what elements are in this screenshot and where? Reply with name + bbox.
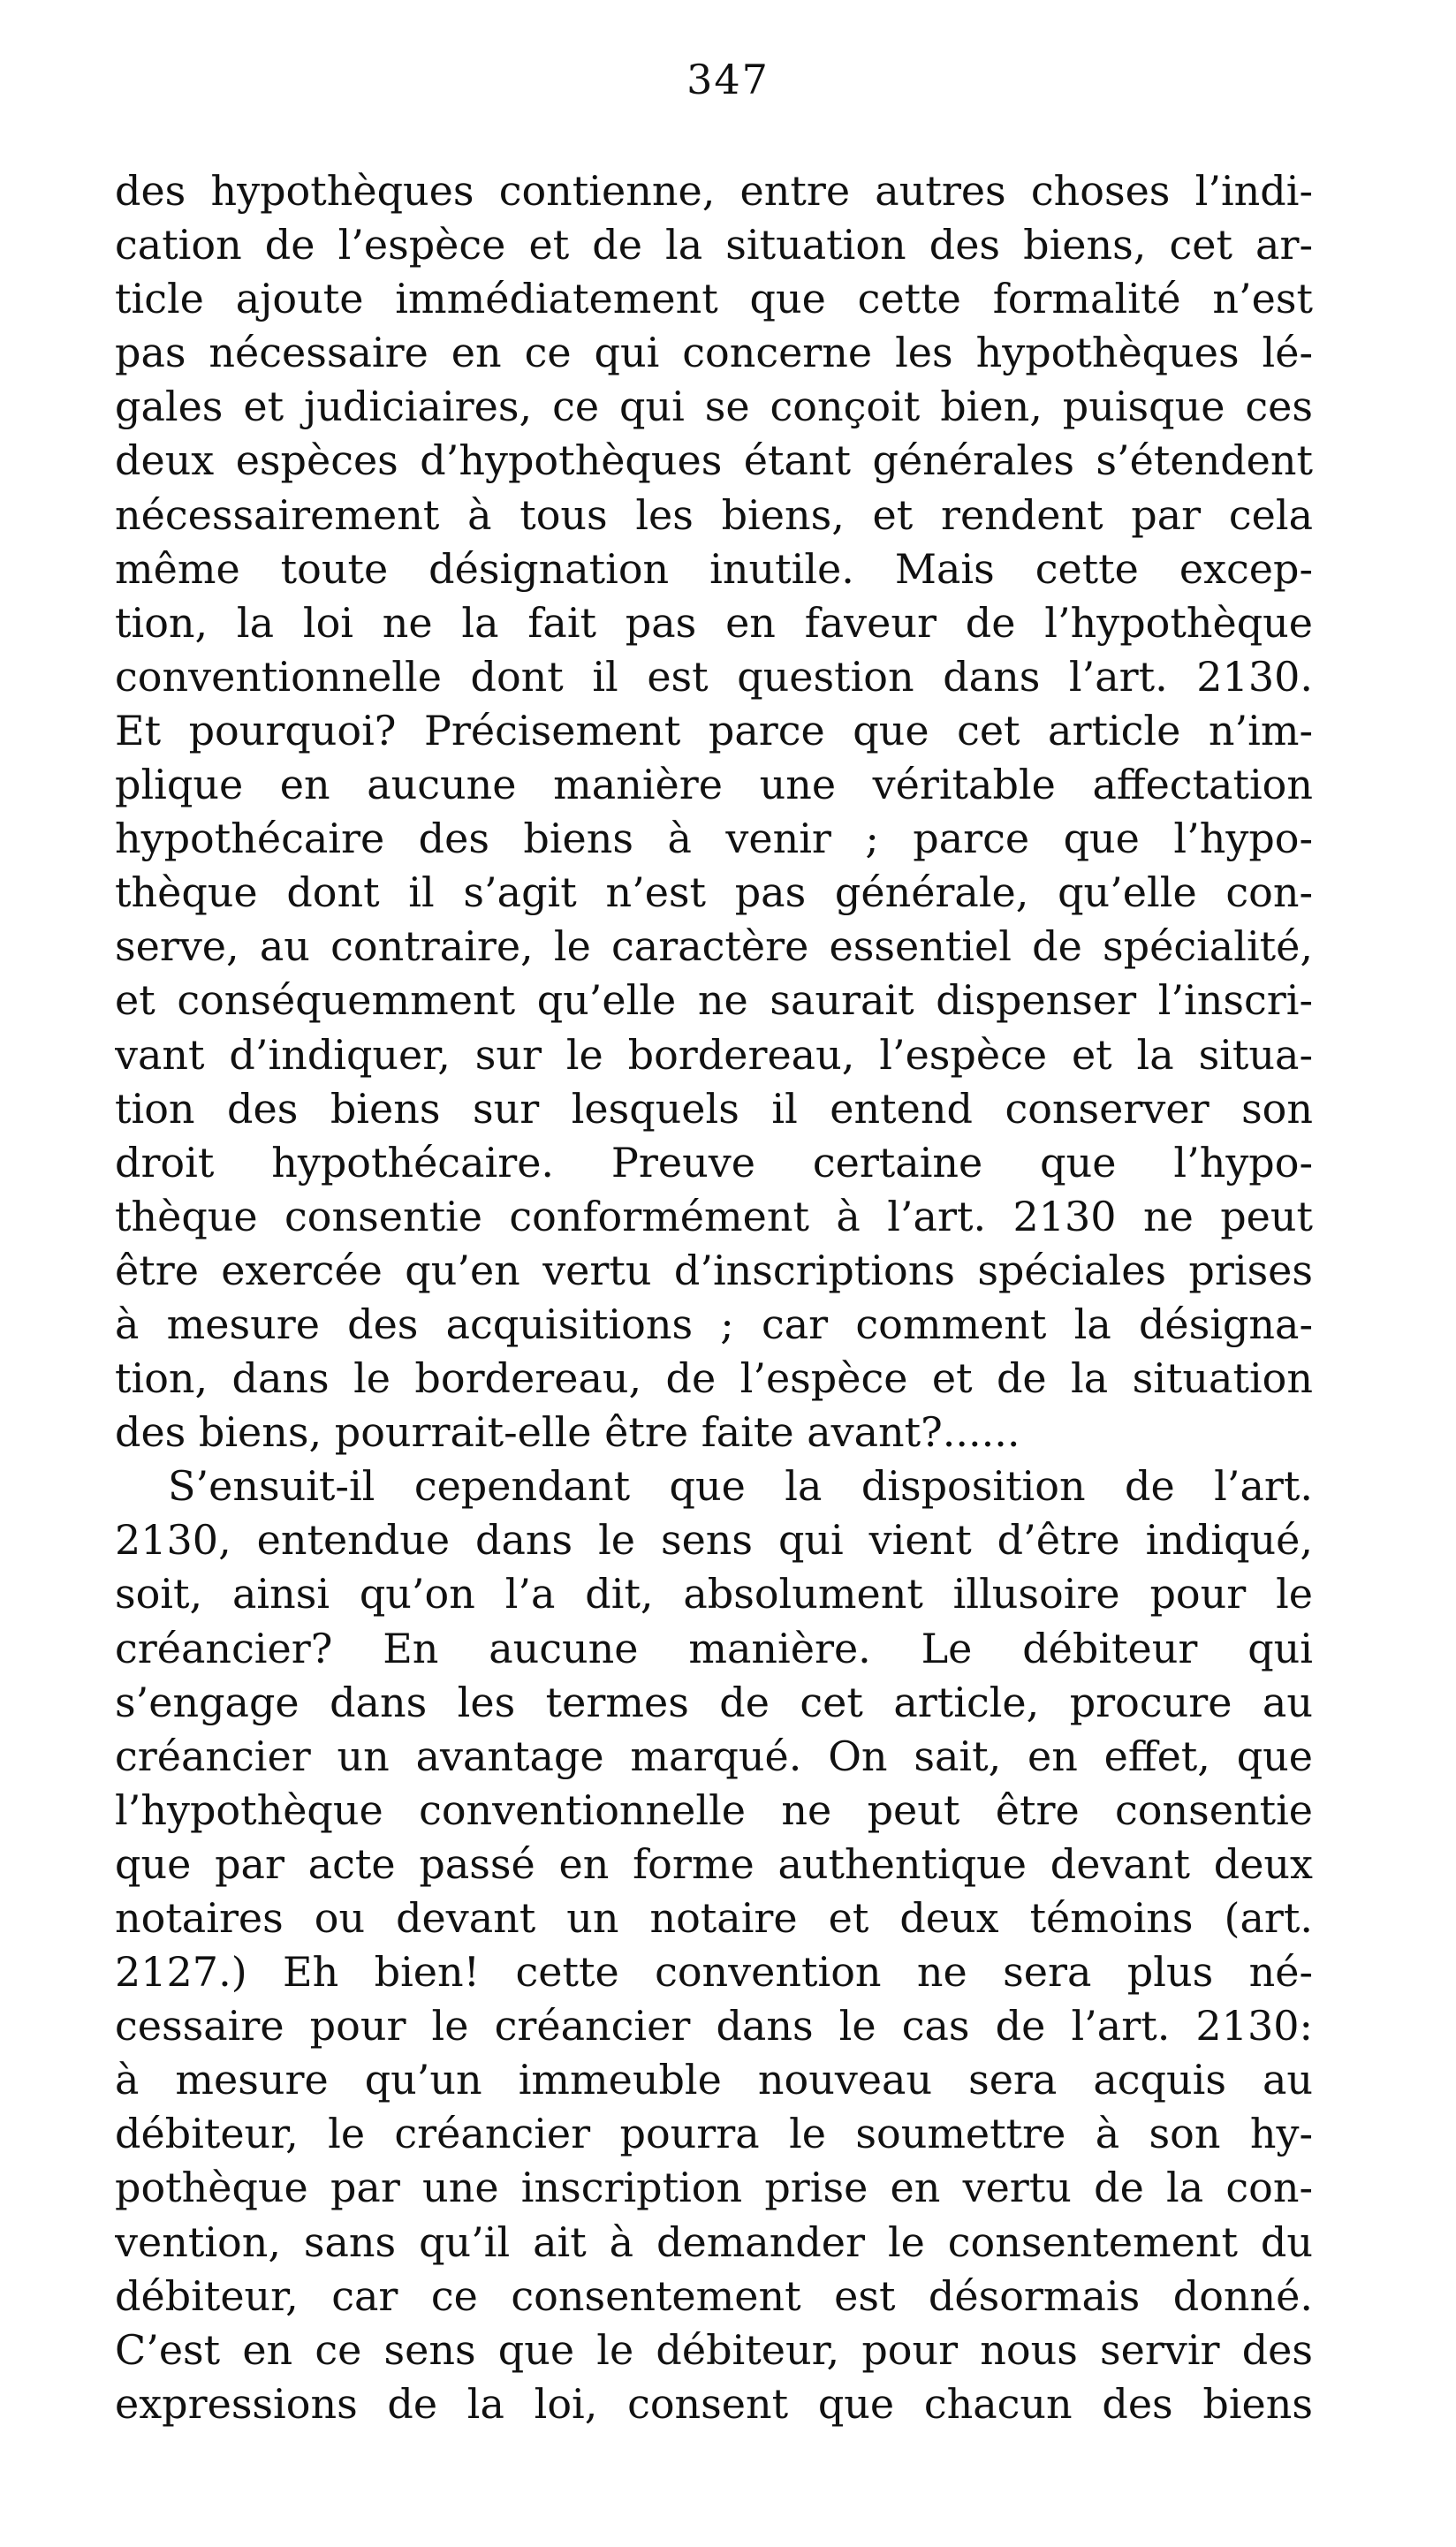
- text-line: thèque dont il s’agit n’est pas générale, qu’elle con-: [115, 868, 1313, 917]
- text-line: être exercée qu’en vertu d’inscriptions spéciales prises: [115, 1246, 1313, 1294]
- text-line: notaires ou devant un notaire et deux témoins (art.: [115, 1894, 1313, 1942]
- text-line: hypothécaire des biens à venir ; parce que l’hypo-: [115, 815, 1313, 863]
- text-line: gales et judiciaires, ce qui se conçoit bien, puisque ces: [115, 383, 1313, 431]
- text-line: que par acte passé en forme authentique devant deux: [115, 1839, 1313, 1888]
- text-line: des hypothèques contienne, entre autres choses l’indi-: [115, 167, 1313, 215]
- text-line: tion, dans le bordereau, de l’espèce et de la situation: [115, 1354, 1313, 1403]
- text-line: thèque consentie conformément à l’art. 2130 ne peut: [115, 1192, 1313, 1240]
- text-line: à mesure qu’un immeuble nouveau sera acquis au: [115, 2056, 1313, 2104]
- text-line: vant d’indiquer, sur le bordereau, l’espèce et la situa-: [115, 1030, 1313, 1079]
- text-line: serve, au contraire, le caractère essentiel de spécialité,: [115, 922, 1313, 971]
- text-line: soit, ainsi qu’on l’a dit, absolument illusoire pour le: [115, 1570, 1313, 1618]
- text-line: des biens, pourrait-elle être faite avant?......: [115, 1408, 1020, 1457]
- text-line: même toute désignation inutile. Mais cette excep-: [115, 544, 1313, 593]
- text-line: 2130, entendue dans le sens qui vient d’être indiqué,: [115, 1516, 1313, 1565]
- text-line: expressions de la loi, consent que chacun des biens: [115, 2379, 1313, 2428]
- text-line: tion des biens sur lesquels il entend conserver son: [115, 1084, 1313, 1133]
- text-line: et conséquemment qu’elle ne saurait dispenser l’inscri-: [115, 976, 1313, 1025]
- text-line: l’hypothèque conventionnelle ne peut être consentie: [115, 1785, 1313, 1834]
- text-line: plique en aucune manière une véritable affectation: [115, 761, 1313, 809]
- text-line: à mesure des acquisitions ; car comment la désigna-: [115, 1300, 1313, 1348]
- text-line: S’ensuit-il cependant que la disposition de l’art.: [168, 1462, 1313, 1511]
- text-line: créancier? En aucune manière. Le débiteur qui: [115, 1624, 1313, 1672]
- text-line: vention, sans qu’il ait à demander le consentement du: [115, 2217, 1313, 2266]
- text-line: C’est en ce sens que le débiteur, pour nous servir des: [115, 2325, 1313, 2374]
- text-line: s’engage dans les termes de cet article, procure au: [115, 1678, 1313, 1726]
- text-line: 2127.) Eh bien! cette convention ne sera plus né-: [115, 1948, 1313, 1997]
- body-text: [115, 164, 1313, 2431]
- text-line: deux espèces d’hypothèques étant générales s’étendent: [115, 436, 1313, 485]
- text-line: débiteur, car ce consentement est désormais donné.: [115, 2271, 1313, 2320]
- text-line: pothèque par une inscription prise en vertu de la con-: [115, 2164, 1313, 2212]
- page-number: 347: [686, 56, 770, 103]
- text-line: Et pourquoi? Précisement parce que cet article n’im-: [115, 706, 1313, 754]
- text-line: cation de l’espèce et de la situation des biens, cet ar-: [115, 221, 1313, 269]
- text-line: tion, la loi ne la fait pas en faveur de l’hypothèque: [115, 598, 1313, 647]
- text-line: nécessairement à tous les biens, et rendent par cela: [115, 490, 1313, 539]
- text-line: conventionnelle dont il est question dans l’art. 2130.: [115, 652, 1313, 701]
- text-line: créancier un avantage marqué. On sait, en effet, que: [115, 1732, 1313, 1780]
- text-line: droit hypothécaire. Preuve certaine que l’hypo-: [115, 1138, 1313, 1186]
- text-line: débiteur, le créancier pourra le soumettre à son hy-: [115, 2110, 1313, 2158]
- text-line: cessaire pour le créancier dans le cas de l’art. 2130:: [115, 2002, 1313, 2050]
- text-line: ticle ajoute immédiatement que cette formalité n’est: [115, 275, 1313, 323]
- text-line: pas nécessaire en ce qui concerne les hypothèques lé-: [115, 329, 1313, 377]
